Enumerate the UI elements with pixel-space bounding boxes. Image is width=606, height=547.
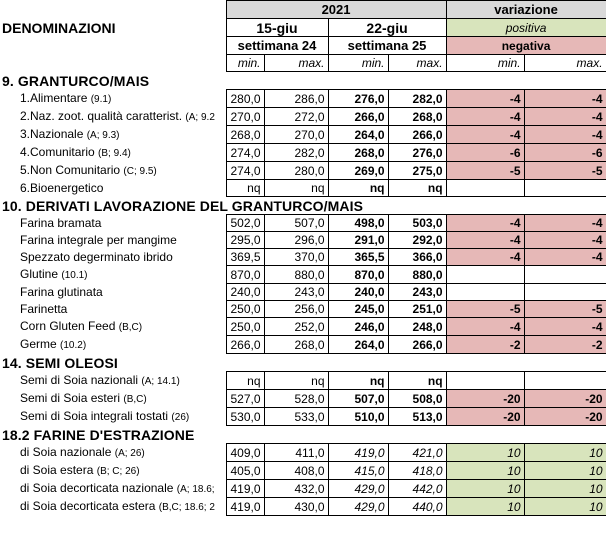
product-reference: (A; 26) xyxy=(114,447,145,459)
variation-min-cell: -4 xyxy=(446,249,524,266)
week2-min-cell: 240,0 xyxy=(328,284,388,301)
variation-min-cell: -4 xyxy=(446,90,524,108)
week2-max-cell: 243,0 xyxy=(388,284,446,301)
max-label: max. xyxy=(388,55,446,72)
week1-min-cell: 250,0 xyxy=(226,318,264,336)
table-row xyxy=(0,232,606,249)
table-row xyxy=(0,480,606,498)
min-label: min. xyxy=(226,55,264,72)
week2-max-cell: 251,0 xyxy=(388,301,446,318)
variation-max-cell: -20 xyxy=(524,408,606,426)
week1-max-cell: 507,0 xyxy=(264,215,328,232)
product-name xyxy=(0,318,226,336)
week2-min-cell: 429,0 xyxy=(328,480,388,498)
variazione-heading: variazione xyxy=(446,1,606,19)
minmax-spacer xyxy=(0,55,226,72)
positiva-legend: positiva xyxy=(446,19,606,37)
product-name xyxy=(0,408,226,426)
week1-max-cell: 411,0 xyxy=(264,444,328,462)
week1-min-cell: 240,0 xyxy=(226,284,264,301)
week2-max-cell: 442,0 xyxy=(388,480,446,498)
product-name xyxy=(0,301,226,318)
variation-max-cell: -4 xyxy=(524,90,606,108)
product-label: di Soia nazionale xyxy=(20,444,112,459)
week1-max-cell: 370,0 xyxy=(264,249,328,266)
week1-max-cell: 528,0 xyxy=(264,390,328,408)
variation-max-cell: -4 xyxy=(524,318,606,336)
product-reference: (B; 9.4) xyxy=(98,147,131,159)
product-reference: (10.1) xyxy=(61,269,88,281)
product-label: 5.Non Comunitario xyxy=(20,162,121,177)
table-row xyxy=(0,318,606,336)
product-reference: (9.1) xyxy=(90,93,112,105)
product-label: Semi di Soia esteri xyxy=(20,390,121,405)
product-name xyxy=(0,90,226,108)
table-row xyxy=(0,180,606,197)
week2-min-cell: 498,0 xyxy=(328,215,388,232)
week2-max-cell: 275,0 xyxy=(388,162,446,180)
table-row xyxy=(0,462,606,480)
variation-max-cell: -4 xyxy=(524,126,606,144)
variation-max-cell xyxy=(524,284,606,301)
variation-min-cell: -4 xyxy=(446,215,524,232)
product-name xyxy=(0,126,226,144)
product-name xyxy=(0,372,226,390)
week1-max-cell: 282,0 xyxy=(264,144,328,162)
product-label: 1.Alimentare xyxy=(20,90,88,105)
week1-min-cell: 527,0 xyxy=(226,390,264,408)
table-row xyxy=(0,390,606,408)
week1-min-cell: 369,5 xyxy=(226,249,264,266)
week1-max-cell: 432,0 xyxy=(264,480,328,498)
week1-max-cell: 533,0 xyxy=(264,408,328,426)
week2-max-cell: 503,0 xyxy=(388,215,446,232)
product-reference: (C; 9.5) xyxy=(123,165,157,177)
variation-min-cell: -6 xyxy=(446,144,524,162)
table-row xyxy=(0,266,606,284)
product-label: di Soia estera xyxy=(20,462,94,477)
product-name xyxy=(0,480,226,498)
week2-min-cell: 245,0 xyxy=(328,301,388,318)
week2-min-cell: 507,0 xyxy=(328,390,388,408)
variation-max-cell: -4 xyxy=(524,232,606,249)
table-row xyxy=(0,284,606,301)
min-label: min. xyxy=(446,55,524,72)
table-row xyxy=(0,249,606,266)
week1-max-cell: 286,0 xyxy=(264,90,328,108)
max-label: max. xyxy=(264,55,328,72)
variation-min-cell: -2 xyxy=(446,336,524,354)
week2-min-cell: 264,0 xyxy=(328,336,388,354)
week2-max-cell: 282,0 xyxy=(388,90,446,108)
variation-max-cell: -4 xyxy=(524,249,606,266)
table-row xyxy=(0,336,606,354)
product-label: 3.Nazionale xyxy=(20,126,84,141)
week2-min-cell: 429,0 xyxy=(328,498,388,516)
week2-min-cell: 291,0 xyxy=(328,232,388,249)
week2-max-cell: 880,0 xyxy=(388,266,446,284)
week1-max-cell: 243,0 xyxy=(264,284,328,301)
variation-min-cell: -4 xyxy=(446,126,524,144)
header-row-year xyxy=(0,1,606,19)
week1-max-cell: 252,0 xyxy=(264,318,328,336)
product-name xyxy=(0,108,226,126)
min-label: min. xyxy=(328,55,388,72)
section-header xyxy=(0,197,606,215)
table-row xyxy=(0,498,606,516)
product-name xyxy=(0,180,226,197)
product-name xyxy=(0,498,226,516)
product-reference: (B,C) xyxy=(123,393,147,405)
variation-max-cell: -20 xyxy=(524,390,606,408)
week1-max-cell: 272,0 xyxy=(264,108,328,126)
week2-max-cell: 266,0 xyxy=(388,336,446,354)
product-reference: (A; 14.1) xyxy=(141,375,180,387)
product-label: di Soia decorticata nazionale xyxy=(20,480,174,495)
week2-min-cell: 870,0 xyxy=(328,266,388,284)
table-row xyxy=(0,90,606,108)
week1-max-cell: 880,0 xyxy=(264,266,328,284)
week1-max-cell: 408,0 xyxy=(264,462,328,480)
week1-min-cell: 530,0 xyxy=(226,408,264,426)
week1-min-cell: 870,0 xyxy=(226,266,264,284)
variation-min-cell: 10 xyxy=(446,480,524,498)
product-reference: (A; 9.2 xyxy=(185,111,215,123)
table-row xyxy=(0,126,606,144)
week2-max-cell: nq xyxy=(388,372,446,390)
table-row xyxy=(0,301,606,318)
week1-max-cell: 268,0 xyxy=(264,336,328,354)
week2-min-cell: 264,0 xyxy=(328,126,388,144)
max-label: max. xyxy=(524,55,606,72)
week2-min-cell: 268,0 xyxy=(328,144,388,162)
variation-min-cell: 10 xyxy=(446,444,524,462)
section-title: 14. SEMI OLEOSI xyxy=(2,354,118,371)
product-name xyxy=(0,462,226,480)
week2-max-cell: 508,0 xyxy=(388,390,446,408)
variation-min-cell: -4 xyxy=(446,108,524,126)
product-label: Corn Gluten Feed xyxy=(20,318,116,333)
week2-min-cell: 269,0 xyxy=(328,162,388,180)
product-label: Spezzato degerminato ibrido xyxy=(20,250,173,264)
product-name xyxy=(0,444,226,462)
week1-max-cell: nq xyxy=(264,372,328,390)
variation-min-cell xyxy=(446,284,524,301)
week1-max-cell: nq xyxy=(264,180,328,197)
week1-min-cell: nq xyxy=(226,372,264,390)
variation-max-cell: -4 xyxy=(524,215,606,232)
week1-max-cell: 430,0 xyxy=(264,498,328,516)
week1-min-cell: 250,0 xyxy=(226,301,264,318)
week1-min-cell: 280,0 xyxy=(226,90,264,108)
table-row xyxy=(0,444,606,462)
product-label: 2.Naz. zoot. qualità caratterist. xyxy=(20,108,183,123)
week2-max-cell: 268,0 xyxy=(388,108,446,126)
week1-min-cell: 268,0 xyxy=(226,126,264,144)
product-name xyxy=(0,249,226,266)
product-label: Farina glutinata xyxy=(20,285,103,299)
variation-max-cell xyxy=(524,372,606,390)
week2-max-cell: 266,0 xyxy=(388,126,446,144)
week2-max-cell: 292,0 xyxy=(388,232,446,249)
week2-min-cell: nq xyxy=(328,372,388,390)
section-title: 10. DERIVATI LAVORAZIONE DEL GRANTURCO/MAIS xyxy=(2,197,364,214)
variation-min-cell: -20 xyxy=(446,390,524,408)
section-header xyxy=(0,426,606,444)
denominazioni-heading: DENOMINAZIONI xyxy=(0,1,226,55)
product-reference: (B,C; 18.6; 2 xyxy=(158,501,215,513)
week2-min-cell: 246,0 xyxy=(328,318,388,336)
week1-min-cell: 409,0 xyxy=(226,444,264,462)
variation-min-cell xyxy=(446,372,524,390)
variation-max-cell: 10 xyxy=(524,462,606,480)
week2-max-cell: 418,0 xyxy=(388,462,446,480)
variation-max-cell xyxy=(524,266,606,284)
variation-max-cell: -2 xyxy=(524,336,606,354)
week1-min-cell: 270,0 xyxy=(226,108,264,126)
variation-max-cell: -6 xyxy=(524,144,606,162)
week2-max-cell: 421,0 xyxy=(388,444,446,462)
variation-min-cell: -4 xyxy=(446,232,524,249)
product-label: Glutine xyxy=(20,266,59,281)
section-title: 18.2 FARINE D'ESTRAZIONE xyxy=(2,426,195,443)
week2-date: 22-giu xyxy=(328,19,446,37)
table-row xyxy=(0,372,606,390)
product-name xyxy=(0,215,226,232)
table-row xyxy=(0,215,606,232)
product-label: Farina bramata xyxy=(20,216,102,230)
product-name xyxy=(0,144,226,162)
product-reference: (26) xyxy=(171,411,190,423)
product-name xyxy=(0,162,226,180)
product-name xyxy=(0,232,226,249)
product-reference: (A; 9.3) xyxy=(86,129,120,141)
table-row xyxy=(0,144,606,162)
variation-min-cell: -4 xyxy=(446,318,524,336)
week1-min-cell: 419,0 xyxy=(226,480,264,498)
variation-min-cell: 10 xyxy=(446,498,524,516)
variation-min-cell: -20 xyxy=(446,408,524,426)
variation-max-cell: -4 xyxy=(524,108,606,126)
product-label: 4.Comunitario xyxy=(20,144,95,159)
product-label: Farinetta xyxy=(20,302,68,316)
week1-min-cell: 274,0 xyxy=(226,144,264,162)
week1-max-cell: 256,0 xyxy=(264,301,328,318)
header-row-minmax xyxy=(0,55,606,72)
week1-max-cell: 280,0 xyxy=(264,162,328,180)
week2-max-cell: nq xyxy=(388,180,446,197)
product-reference: (10.2) xyxy=(60,339,87,351)
week1-date: 15-giu xyxy=(226,19,328,37)
week1-max-cell: 296,0 xyxy=(264,232,328,249)
section-title: 9. GRANTURCO/MAIS xyxy=(2,72,150,89)
week1-min-cell: 405,0 xyxy=(226,462,264,480)
week2-max-cell: 248,0 xyxy=(388,318,446,336)
week2-min-cell: nq xyxy=(328,180,388,197)
year-heading: 2021 xyxy=(226,1,446,19)
product-name xyxy=(0,266,226,284)
week2-max-cell: 276,0 xyxy=(388,144,446,162)
variation-max-cell: -5 xyxy=(524,162,606,180)
product-name xyxy=(0,336,226,354)
product-label: Semi di Soia nazionali xyxy=(20,372,139,387)
section-header xyxy=(0,354,606,372)
variation-max-cell: 10 xyxy=(524,480,606,498)
week2-min-cell: 419,0 xyxy=(328,444,388,462)
product-name xyxy=(0,284,226,301)
section-header xyxy=(0,72,606,90)
product-reference: (A; 18.6; xyxy=(176,483,215,495)
product-reference: (B,C) xyxy=(118,321,143,333)
week2-max-cell: 513,0 xyxy=(388,408,446,426)
product-label: di Soia decorticata estera xyxy=(20,498,156,513)
week1-max-cell: 270,0 xyxy=(264,126,328,144)
week2-min-cell: 415,0 xyxy=(328,462,388,480)
week2-label: settimana 25 xyxy=(328,37,446,55)
week1-min-cell: nq xyxy=(226,180,264,197)
product-reference: (B; C; 26) xyxy=(96,465,140,477)
week2-max-cell: 366,0 xyxy=(388,249,446,266)
week1-min-cell: 295,0 xyxy=(226,232,264,249)
variation-min-cell: -5 xyxy=(446,301,524,318)
variation-min-cell: 10 xyxy=(446,462,524,480)
week2-max-cell: 440,0 xyxy=(388,498,446,516)
table-row xyxy=(0,408,606,426)
negativa-legend: negativa xyxy=(446,37,606,55)
week1-label: settimana 24 xyxy=(226,37,328,55)
variation-max-cell: -5 xyxy=(524,301,606,318)
week2-min-cell: 276,0 xyxy=(328,90,388,108)
week2-min-cell: 266,0 xyxy=(328,108,388,126)
week1-min-cell: 502,0 xyxy=(226,215,264,232)
variation-min-cell xyxy=(446,266,524,284)
product-label: Semi di Soia integrali tostati xyxy=(20,408,169,423)
variation-max-cell xyxy=(524,180,606,197)
table-row xyxy=(0,162,606,180)
table-row xyxy=(0,108,606,126)
product-label: Germe xyxy=(20,336,57,351)
week2-min-cell: 510,0 xyxy=(328,408,388,426)
product-label: 6.Bioenergetico xyxy=(20,181,104,195)
week1-min-cell: 274,0 xyxy=(226,162,264,180)
variation-max-cell: 10 xyxy=(524,498,606,516)
week1-min-cell: 419,0 xyxy=(226,498,264,516)
variation-min-cell xyxy=(446,180,524,197)
variation-min-cell: -5 xyxy=(446,162,524,180)
week2-min-cell: 365,5 xyxy=(328,249,388,266)
variation-max-cell: 10 xyxy=(524,444,606,462)
product-label: Farina integrale per mangime xyxy=(20,233,177,247)
week1-min-cell: 266,0 xyxy=(226,336,264,354)
product-name xyxy=(0,390,226,408)
